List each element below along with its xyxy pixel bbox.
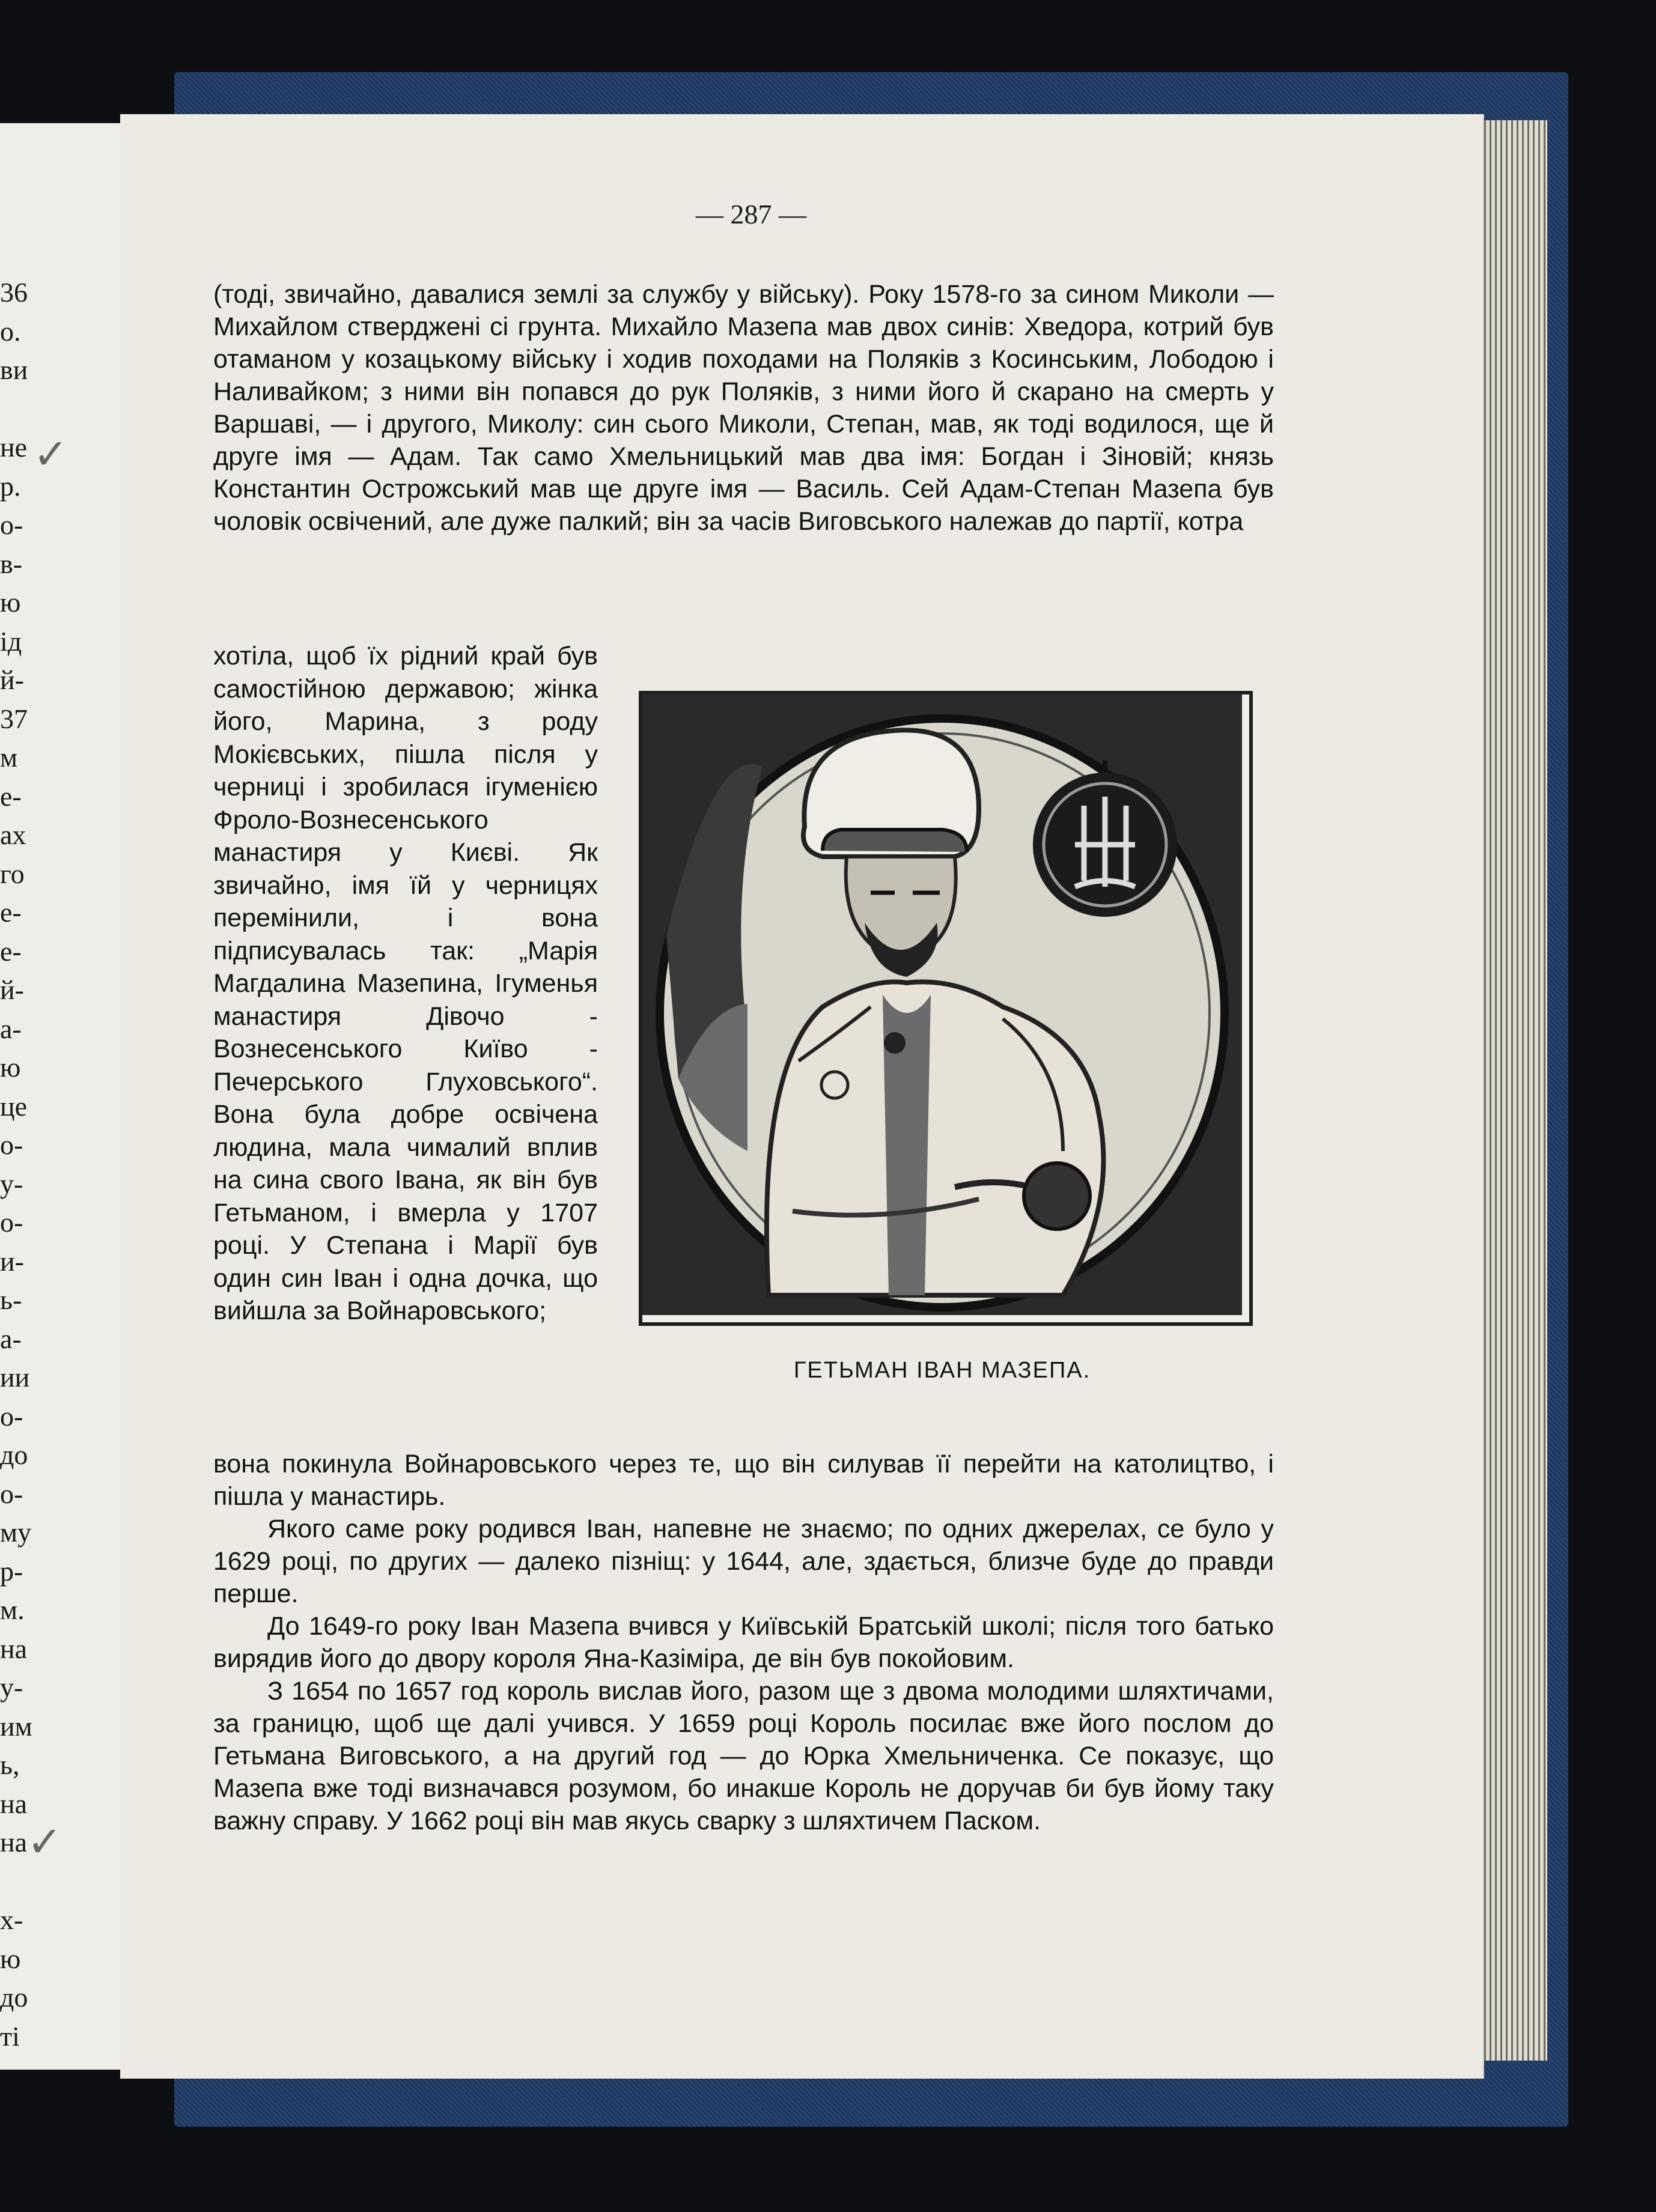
pencil-checkmark-icon: ✓ xyxy=(33,432,68,478)
top-paragraph-text: (тоді, звичайно, давалися землі за службу у війську). Року 1578-го за сином Миколи — Михайлом стверджені сі грунта. Михайло Мазепа мав двох синів: Хведора, котрий був отаманом у козацькому війську і ходив походами на Поляків з Косинським, Лободою і Наливайком; з ними він попався до рук Поляків, з ними його й скарано на смерть у Варшаві, — і другого, Миколу: син сього Миколи, Степан, мав, як тоді водилося, ще й друге імя — Адам. Так само Хмельницький мав два імя: Богдан і Зіновій; князь Константин Острожський мав ще друге імя — Василь. Сей Адам-Степан Мазепа був чоловік освічений, але дуже палкий; він за часів Виговського належав до партії, котра xyxy=(213,280,1274,536)
portrait-engraving-icon xyxy=(642,694,1242,1315)
figure-caption: ГЕТЬМАН ІВАН МАЗЕПА. xyxy=(793,1358,1091,1383)
bottom-paragraphs xyxy=(213,1448,1274,1837)
paragraph-abroad: З 1654 по 1657 год король вислав його, разом ще з двома молодими шляхтичами, за границю, щоб ще далі учився. У 1659 році Король посилає вже його послом до Гетьмана Виговського, а на другий год — до Юрка Хмельниченка. Се показує, що Мазепа вже тоді визначався розумом, бо инакше Король не доручав би був йому таку важну справу. У 1662 році він мав якусь сварку з шляхтичем Паском. xyxy=(213,1677,1274,1835)
top-paragraph xyxy=(213,278,1274,538)
portrait-figure xyxy=(639,691,1253,1326)
page-edges xyxy=(1475,120,1547,2061)
pencil-checkmark-icon: ✓ xyxy=(27,1820,62,1866)
paragraph-education: До 1649-го року Іван Мазепа вчився у Київській Братській школі; після того батько вирядив його до двору короля Яна-Казіміра, де він був покойовим. xyxy=(213,1612,1274,1673)
after-figure-paragraph: вона покинула Войнаровського через те, що він силував її перейти на католицтво, і пішла у манастирь. xyxy=(213,1450,1274,1511)
page-number: — 287 — xyxy=(696,199,806,229)
wrapped-paragraph xyxy=(213,640,598,1328)
left-page xyxy=(0,123,130,2070)
wrapped-paragraph-text: хотіла, щоб їх рідний край був самостійною державою; жінка його, Марина, з роду Мокієвських, пішла після у черниці і зробилася ігуменією Фроло-Вознесенського манастиря у Києві. Як звичайно, імя їй у черницях перемінили, і вона підписувалась так: „Марія Магдалина Мазепина, Ігуменья манастиря Дівочо - Вознесенського Київо - Печерського Глуховського“. Вона була добре освічена людина, мала чималий вплив на сина свого Івана, як він був Гетьманом, і вмерла у 1707 році. У Степана і Марії був один син Іван і одна дочка, що вийшла за Войнаровського; xyxy=(213,642,598,1325)
left-page-text-fragment: 36 о. ви не р. о- в- ю ід й- 37 м е- ах го е- е- й- а- ю це о- у- о- и- ь- а- ии о- до о- му р- м. на у- им ь, на на х- ю до ті xyxy=(0,277,32,2052)
paragraph-birth-year: Якого саме року родився Іван, напевне не знаємо; по одних джерелах, се було у 1629 році, по других — далеко пізніщ: у 1644, але, здається, близче буде до правди перше. xyxy=(213,1515,1274,1608)
